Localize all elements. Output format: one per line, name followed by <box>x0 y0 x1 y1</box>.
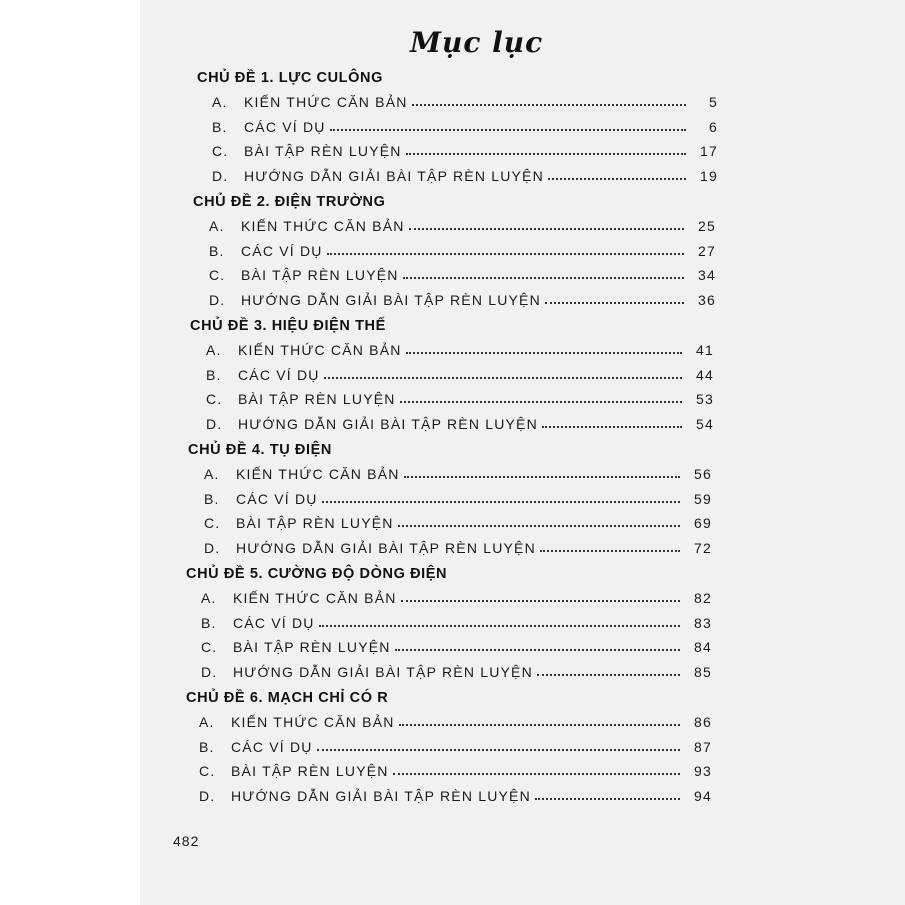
entry-label: HƯỚNG DẪN GIẢI BÀI TẬP RÈN LUYỆN <box>236 539 536 556</box>
entry-page-number: 34 <box>698 267 716 283</box>
toc-entry[interactable] <box>201 633 712 655</box>
dot-leader <box>403 276 684 279</box>
entry-label: CÁC VÍ DỤ <box>233 614 315 631</box>
entry-label: CÁC VÍ DỤ <box>241 242 323 259</box>
entry-label: HƯỚNG DẪN GIẢI BÀI TẬP RÈN LUYỆN <box>238 415 538 432</box>
entry-label: KIẾN THỨC CĂN BẢN <box>244 94 408 110</box>
dot-leader <box>322 500 680 503</box>
dot-leader <box>330 128 686 131</box>
toc-entry[interactable] <box>212 113 718 135</box>
toc-entry[interactable] <box>204 509 712 531</box>
dot-leader <box>406 351 682 354</box>
entry-page-number: 94 <box>694 787 712 804</box>
dot-leader <box>401 599 680 602</box>
entry-label: HƯỚNG DẪN GIẢI BÀI TẬP RÈN LUYỆN <box>241 291 541 308</box>
entry-letter: B. <box>206 366 222 383</box>
entry-letter: D. <box>206 415 223 432</box>
dot-leader <box>398 524 680 527</box>
chapter-heading: CHỦ ĐỀ 4. TỤ ĐIỆN <box>188 442 332 458</box>
toc-entry[interactable] <box>206 410 714 432</box>
entry-page-number: 85 <box>694 663 712 680</box>
dot-leader <box>327 252 684 255</box>
chapter-heading: CHỦ ĐỀ 1. LỰC CULÔNG <box>197 70 383 86</box>
entry-page-number: 86 <box>694 714 712 730</box>
toc-entry[interactable] <box>201 658 712 680</box>
entry-label: KIẾN THỨC CĂN BẢN <box>241 218 405 234</box>
entry-letter: D. <box>201 663 218 680</box>
entry-page-number: 44 <box>696 366 714 383</box>
entry-letter: C. <box>212 143 229 159</box>
dot-leader <box>548 177 686 180</box>
entry-label: BÀI TẬP RÈN LUYỆN <box>236 515 394 531</box>
entry-label: BÀI TẬP RÈN LUYỆN <box>231 763 389 779</box>
toc-entry[interactable] <box>206 385 714 407</box>
entry-letter: B. <box>209 242 225 259</box>
chapter-heading: CHỦ ĐỀ 2. ĐIỆN TRƯỜNG <box>193 194 386 210</box>
entry-letter: B. <box>212 118 228 135</box>
entry-letter: C. <box>209 267 226 283</box>
toc-entry[interactable] <box>199 733 712 755</box>
entry-page-number: 41 <box>696 342 714 358</box>
toc-entry[interactable] <box>212 162 718 184</box>
entry-label: CÁC VÍ DỤ <box>244 118 326 135</box>
entry-label: BÀI TẬP RÈN LUYỆN <box>241 267 399 283</box>
entry-page-number: 83 <box>694 614 712 631</box>
toc-entry[interactable] <box>201 609 712 631</box>
entry-letter: B. <box>199 738 215 755</box>
entry-label: HƯỚNG DẪN GIẢI BÀI TẬP RÈN LUYỆN <box>231 787 531 804</box>
entry-letter: A. <box>201 590 217 606</box>
entry-letter: C. <box>204 515 221 531</box>
entry-label: CÁC VÍ DỤ <box>236 490 318 507</box>
toc-entry[interactable] <box>201 584 712 606</box>
toc-entry[interactable] <box>206 361 714 383</box>
entry-letter: C. <box>199 763 216 779</box>
dot-leader <box>406 152 686 155</box>
toc-entry[interactable] <box>204 460 712 482</box>
toc-entry[interactable] <box>199 757 712 779</box>
dot-leader <box>317 748 680 751</box>
toc-entry[interactable] <box>209 261 716 283</box>
dot-leader <box>404 475 680 478</box>
toc-entry[interactable] <box>199 782 712 804</box>
entry-letter: D. <box>209 291 226 308</box>
dot-leader <box>542 425 682 428</box>
entry-page-number: 36 <box>698 291 716 308</box>
dot-leader <box>395 648 680 651</box>
chapter-heading: CHỦ ĐỀ 6. MẠCH CHỈ CÓ R <box>186 690 389 706</box>
entry-letter: A. <box>199 714 215 730</box>
page-title: Mục lục <box>410 26 544 59</box>
toc-entry[interactable] <box>204 534 712 556</box>
dot-leader <box>535 797 680 800</box>
toc-entry[interactable] <box>204 485 712 507</box>
entry-page-number: 5 <box>709 94 718 110</box>
entry-letter: D. <box>212 167 229 184</box>
dot-leader <box>324 376 682 379</box>
entry-label: CÁC VÍ DỤ <box>231 738 313 755</box>
entry-letter: D. <box>199 787 216 804</box>
entry-label: KIẾN THỨC CĂN BẢN <box>238 342 402 358</box>
entry-letter: A. <box>209 218 225 234</box>
dot-leader <box>537 673 680 676</box>
dot-leader <box>540 549 680 552</box>
entry-letter: A. <box>206 342 222 358</box>
dot-leader <box>319 624 680 627</box>
dot-leader <box>399 723 680 726</box>
toc-entry[interactable] <box>212 137 718 159</box>
entry-label: KIẾN THỨC CĂN BẢN <box>233 590 397 606</box>
entry-letter: A. <box>204 466 220 482</box>
dot-leader <box>400 400 682 403</box>
entry-label: CÁC VÍ DỤ <box>238 366 320 383</box>
toc-entry[interactable] <box>206 336 714 358</box>
entry-page-number: 56 <box>694 466 712 482</box>
entry-label: KIẾN THỨC CĂN BẢN <box>236 466 400 482</box>
entry-page-number: 53 <box>696 391 714 407</box>
entry-page-number: 69 <box>694 515 712 531</box>
entry-page-number: 27 <box>698 242 716 259</box>
entry-page-number: 59 <box>694 490 712 507</box>
entry-letter: D. <box>204 539 221 556</box>
entry-letter: B. <box>204 490 220 507</box>
entry-page-number: 6 <box>709 118 718 135</box>
dot-leader <box>393 772 680 775</box>
entry-page-number: 17 <box>700 143 718 159</box>
entry-letter: A. <box>212 94 228 110</box>
entry-letter: C. <box>201 639 218 655</box>
entry-label: KIẾN THỨC CĂN BẢN <box>231 714 395 730</box>
toc-entry[interactable] <box>212 88 718 110</box>
chapter-heading: CHỦ ĐỀ 5. CƯỜNG ĐỘ DÒNG ĐIỆN <box>186 566 448 582</box>
entry-page-number: 82 <box>694 590 712 606</box>
entry-page-number: 25 <box>698 218 716 234</box>
entry-page-number: 84 <box>694 639 712 655</box>
entry-page-number: 19 <box>700 167 718 184</box>
entry-label: BÀI TẬP RÈN LUYỆN <box>233 639 391 655</box>
entry-page-number: 93 <box>694 763 712 779</box>
entry-label: BÀI TẬP RÈN LUYỆN <box>244 143 402 159</box>
entry-letter: B. <box>201 614 217 631</box>
entry-label: HƯỚNG DẪN GIẢI BÀI TẬP RÈN LUYỆN <box>244 167 544 184</box>
page-number: 482 <box>173 833 200 849</box>
entry-page-number: 72 <box>694 539 712 556</box>
dot-leader <box>412 103 686 106</box>
entry-letter: C. <box>206 391 223 407</box>
toc-entry[interactable] <box>209 237 716 259</box>
entry-label: HƯỚNG DẪN GIẢI BÀI TẬP RÈN LUYỆN <box>233 663 533 680</box>
entry-label: BÀI TẬP RÈN LUYỆN <box>238 391 396 407</box>
entry-page-number: 54 <box>696 415 714 432</box>
toc-entry[interactable] <box>209 286 716 308</box>
entry-page-number: 87 <box>694 738 712 755</box>
dot-leader <box>409 227 684 230</box>
toc-entry[interactable] <box>199 708 712 730</box>
toc-entry[interactable] <box>209 212 716 234</box>
chapter-heading: CHỦ ĐỀ 3. HIỆU ĐIỆN THẾ <box>190 318 386 334</box>
dot-leader <box>545 301 684 304</box>
